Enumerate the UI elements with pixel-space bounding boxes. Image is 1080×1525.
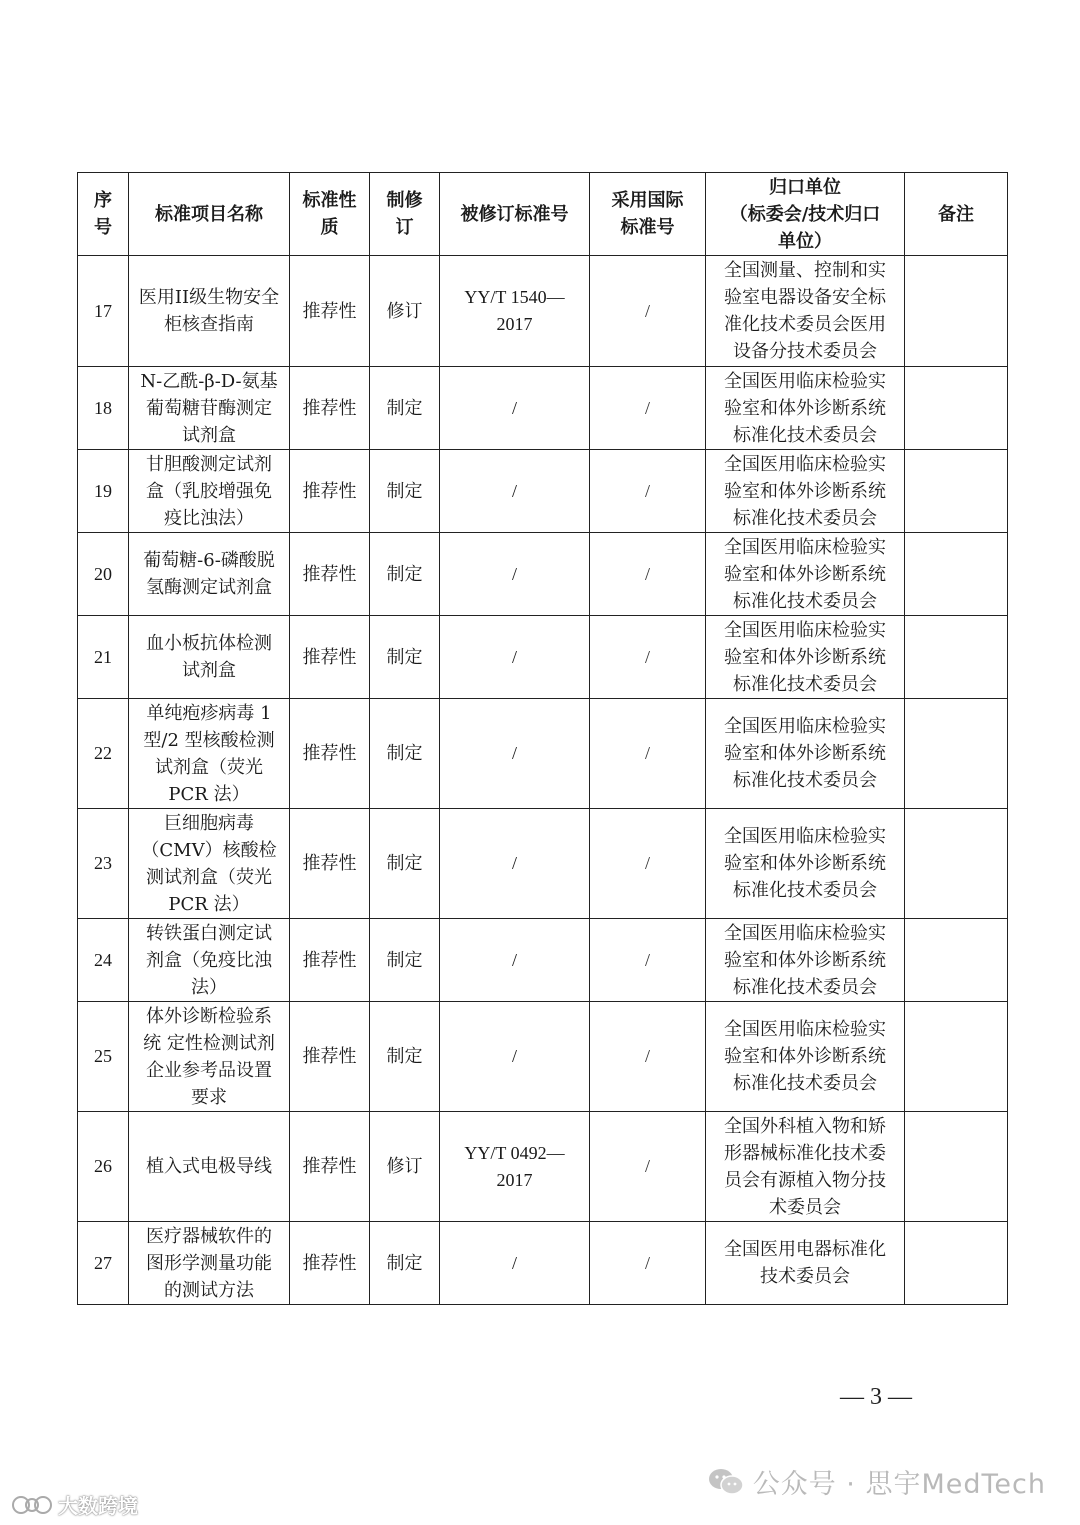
cell-name: 巨细胞病毒 （CMV）核酸检 测试剂盒（荧光 PCR 法）: [129, 809, 290, 919]
cell-no: 20: [78, 533, 129, 616]
cell-nature: 推荐性: [290, 1112, 370, 1222]
table-row: [78, 450, 1008, 533]
cell-nature: 推荐性: [290, 616, 370, 699]
cell-nature: 推荐性: [290, 1222, 370, 1305]
table-row: [78, 699, 1008, 809]
cell-type: 制定: [370, 1222, 440, 1305]
cell-no: 19: [78, 450, 129, 533]
table-row: [78, 616, 1008, 699]
cell-nature: 推荐性: [290, 533, 370, 616]
table-row: [78, 533, 1008, 616]
cell-no: 26: [78, 1112, 129, 1222]
cell-type: 制定: [370, 919, 440, 1002]
watermark-brand: [10, 1490, 138, 1519]
standards-table: [77, 172, 1008, 1305]
cell-revised: /: [440, 699, 590, 809]
table-row: [78, 919, 1008, 1002]
cell-remark: [905, 256, 1008, 367]
header-cell-revised: 被修订标准号: [440, 173, 590, 256]
cell-intl: /: [590, 533, 706, 616]
cell-no: 25: [78, 1002, 129, 1112]
cell-intl: /: [590, 1002, 706, 1112]
cell-unit: 全国医用临床检验实 验室和体外诊断系统 标准化技术委员会: [706, 699, 905, 809]
cell-revised: /: [440, 616, 590, 699]
cell-nature: 推荐性: [290, 256, 370, 367]
cell-remark: [905, 699, 1008, 809]
cell-name: 血小板抗体检测 试剂盒: [129, 616, 290, 699]
cell-type: 制定: [370, 809, 440, 919]
cell-unit: 全国医用临床检验实 验室和体外诊断系统 标准化技术委员会: [706, 450, 905, 533]
cell-name: 单纯疱疹病毒 1 型/2 型核酸检测 试剂盒（荧光 PCR 法）: [129, 699, 290, 809]
table-row: [78, 1002, 1008, 1112]
cell-revised: /: [440, 1222, 590, 1305]
wechat-icon: [707, 1466, 745, 1498]
cell-remark: [905, 367, 1008, 450]
watermark-wechat: [707, 1462, 1046, 1501]
cell-revised: /: [440, 809, 590, 919]
cell-no: 18: [78, 367, 129, 450]
cell-name: 葡萄糖-6-磷酸脱 氢酶测定试剂盒: [129, 533, 290, 616]
cell-intl: /: [590, 616, 706, 699]
cell-unit: 全国医用临床检验实 验室和体外诊断系统 标准化技术委员会: [706, 919, 905, 1002]
header-cell-unit: 归口单位 （标委会/技术归口 单位）: [706, 173, 905, 256]
cell-name: 医用II级生物安全 柜核查指南: [129, 256, 290, 367]
header-cell-remark: 备注: [905, 173, 1008, 256]
cell-no: 23: [78, 809, 129, 919]
cell-nature: 推荐性: [290, 699, 370, 809]
table-row: [78, 809, 1008, 919]
header-cell-type: 制修 订: [370, 173, 440, 256]
cell-nature: 推荐性: [290, 450, 370, 533]
cell-type: 制定: [370, 367, 440, 450]
cell-intl: /: [590, 1222, 706, 1305]
cell-unit: 全国医用临床检验实 验室和体外诊断系统 标准化技术委员会: [706, 367, 905, 450]
cell-revised: /: [440, 1002, 590, 1112]
cell-name: N-乙酰-β-D-氨基 葡萄糖苷酶测定 试剂盒: [129, 367, 290, 450]
cell-type: 修订: [370, 1112, 440, 1222]
cell-revised: /: [440, 533, 590, 616]
cell-unit: 全国医用临床检验实 验室和体外诊断系统 标准化技术委员会: [706, 1002, 905, 1112]
cell-type: 制定: [370, 450, 440, 533]
cell-remark: [905, 533, 1008, 616]
cell-remark: [905, 1002, 1008, 1112]
cell-unit: 全国医用临床检验实 验室和体外诊断系统 标准化技术委员会: [706, 809, 905, 919]
cell-remark: [905, 1222, 1008, 1305]
cell-type: 制定: [370, 699, 440, 809]
table-row: [78, 1222, 1008, 1305]
cell-name: 植入式电极导线: [129, 1112, 290, 1222]
cell-unit: 全国测量、控制和实 验室电器设备安全标 准化技术委员会医用 设备分技术委员会: [706, 256, 905, 367]
cell-nature: 推荐性: [290, 919, 370, 1002]
cell-unit: 全国外科植入物和矫 形器械标准化技术委 员会有源植入物分技 术委员会: [706, 1112, 905, 1222]
page-number: — 3 —: [840, 1384, 912, 1410]
cell-remark: [905, 1112, 1008, 1222]
cell-remark: [905, 809, 1008, 919]
cell-type: 制定: [370, 616, 440, 699]
cell-intl: /: [590, 699, 706, 809]
cell-remark: [905, 450, 1008, 533]
cell-revised: /: [440, 367, 590, 450]
cell-intl: /: [590, 919, 706, 1002]
cell-type: 制定: [370, 1002, 440, 1112]
cell-nature: 推荐性: [290, 1002, 370, 1112]
cell-intl: /: [590, 809, 706, 919]
cell-intl: /: [590, 450, 706, 533]
cell-revised: YY/T 1540— 2017: [440, 256, 590, 367]
header-cell-nature: 标准性 质: [290, 173, 370, 256]
cell-name: 体外诊断检验系 统 定性检测试剂 企业参考品设置 要求: [129, 1002, 290, 1112]
cell-revised: /: [440, 450, 590, 533]
cell-unit: 全国医用临床检验实 验室和体外诊断系统 标准化技术委员会: [706, 616, 905, 699]
cell-type: 制定: [370, 533, 440, 616]
cell-no: 17: [78, 256, 129, 367]
cell-remark: [905, 919, 1008, 1002]
cell-no: 27: [78, 1222, 129, 1305]
cell-no: 22: [78, 699, 129, 809]
cell-unit: 全国医用临床检验实 验室和体外诊断系统 标准化技术委员会: [706, 533, 905, 616]
header-cell-intl: 采用国际 标准号: [590, 173, 706, 256]
cell-intl: /: [590, 1112, 706, 1222]
cell-unit: 全国医用电器标准化 技术委员会: [706, 1222, 905, 1305]
table-row: [78, 1112, 1008, 1222]
cell-type: 修订: [370, 256, 440, 367]
header-cell-name: 标准项目名称: [129, 173, 290, 256]
cell-name: 转铁蛋白测定试 剂盒（免疫比浊 法）: [129, 919, 290, 1002]
cell-remark: [905, 616, 1008, 699]
table-row: [78, 256, 1008, 367]
watermark-brand-text: 大数跨境: [58, 1494, 138, 1518]
cell-no: 24: [78, 919, 129, 1002]
cell-intl: /: [590, 256, 706, 367]
cell-name: 甘胆酸测定试剂 盒（乳胶增强免 疫比浊法）: [129, 450, 290, 533]
cell-nature: 推荐性: [290, 809, 370, 919]
cell-revised: YY/T 0492— 2017: [440, 1112, 590, 1222]
cell-name: 医疗器械软件的 图形学测量功能 的测试方法: [129, 1222, 290, 1305]
header-cell-no: 序 号: [78, 173, 129, 256]
table-row: [78, 367, 1008, 450]
cell-nature: 推荐性: [290, 367, 370, 450]
table-header-row: [78, 173, 1008, 256]
brand-logo-icon: [10, 1494, 54, 1516]
cell-intl: /: [590, 367, 706, 450]
watermark-wechat-text: 公众号 · 思宇MedTech: [752, 1469, 1046, 1500]
cell-no: 21: [78, 616, 129, 699]
cell-revised: /: [440, 919, 590, 1002]
